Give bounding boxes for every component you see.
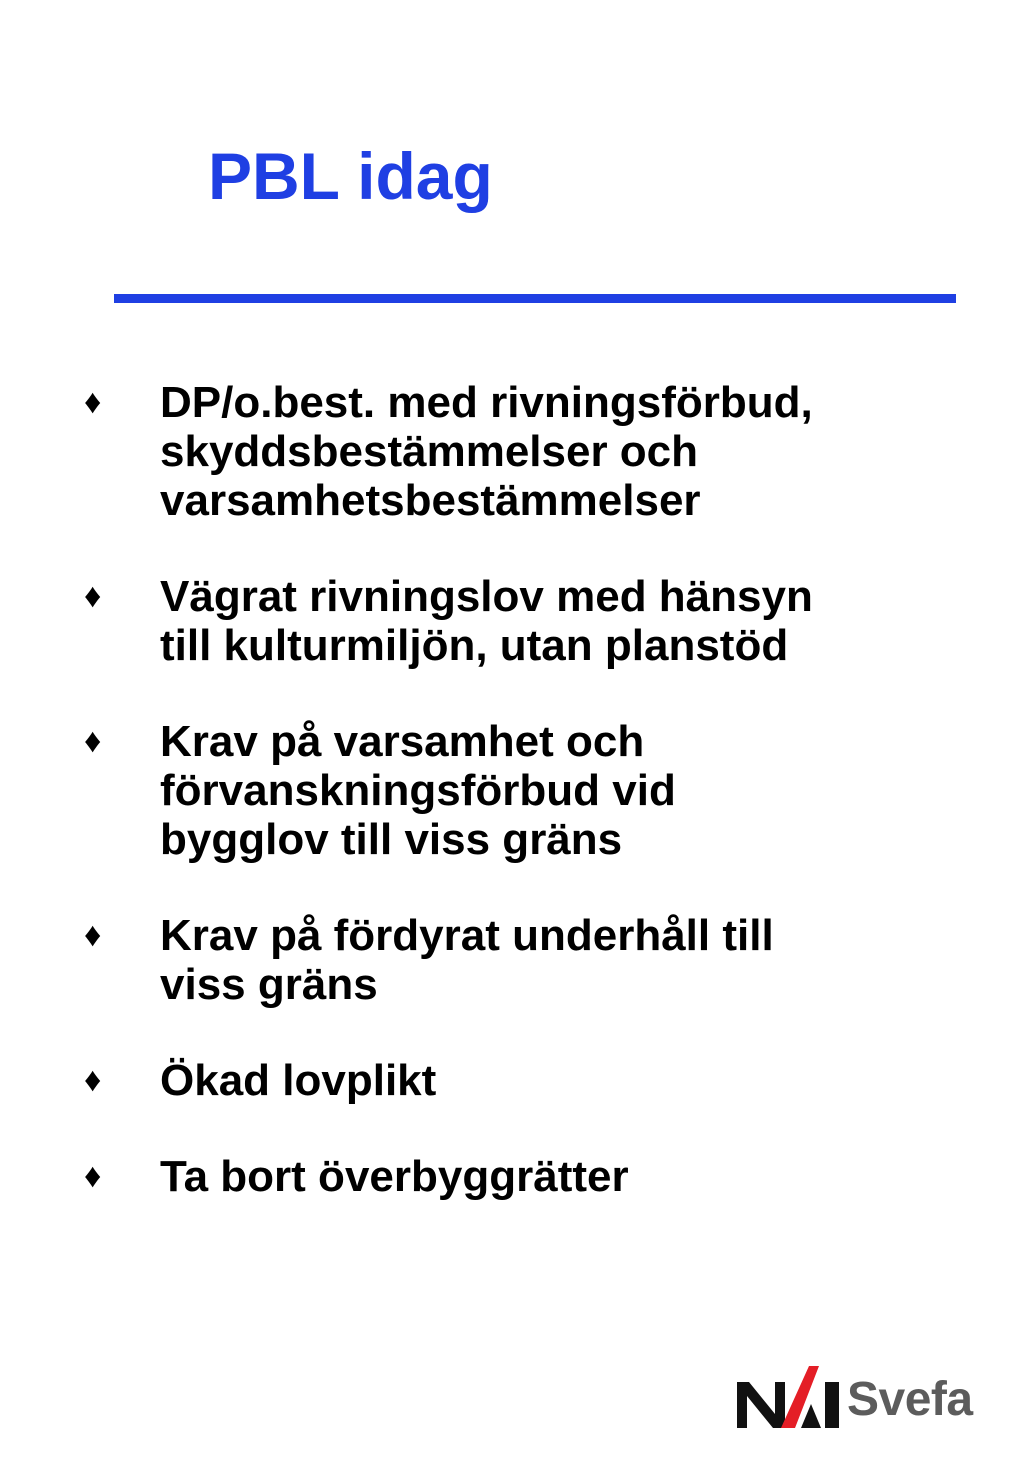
list-item bbox=[80, 717, 980, 864]
brand-name: Svefa bbox=[847, 1373, 973, 1426]
nai-logo-mark-icon bbox=[735, 1364, 841, 1430]
bullet-text: Ökad lovplikt bbox=[160, 1056, 437, 1105]
bullet-list bbox=[80, 378, 980, 1201]
diamond-bullet-icon: ♦ bbox=[84, 1061, 102, 1099]
diamond-bullet-icon: ♦ bbox=[84, 722, 102, 760]
list-item bbox=[80, 1056, 980, 1105]
list-item bbox=[80, 1152, 980, 1201]
diamond-bullet-icon: ♦ bbox=[84, 577, 102, 615]
diamond-bullet-icon: ♦ bbox=[84, 916, 102, 954]
diamond-bullet-icon: ♦ bbox=[84, 383, 102, 421]
bullet-text: Krav på varsamhet och förvanskningsförbud vid bygglov till viss gräns bbox=[160, 717, 676, 864]
page-title: PBL idag bbox=[208, 139, 493, 213]
bullet-text: Krav på fördyrat underhåll till viss gräns bbox=[160, 911, 774, 1009]
list-item bbox=[80, 911, 980, 1009]
bullet-text: DP/o.best. med rivningsförbud, skyddsbestämmelser och varsamhetsbestämmelser bbox=[160, 378, 813, 525]
title-underline bbox=[114, 294, 956, 303]
list-item bbox=[80, 572, 980, 670]
nai-svefa-logo bbox=[735, 1362, 1005, 1432]
bullet-text: Vägrat rivningslov med hänsyn till kulturmiljön, utan planstöd bbox=[160, 572, 813, 670]
diamond-bullet-icon: ♦ bbox=[84, 1157, 102, 1195]
bullet-text: Ta bort överbyggrätter bbox=[160, 1152, 629, 1201]
list-item bbox=[80, 378, 980, 525]
